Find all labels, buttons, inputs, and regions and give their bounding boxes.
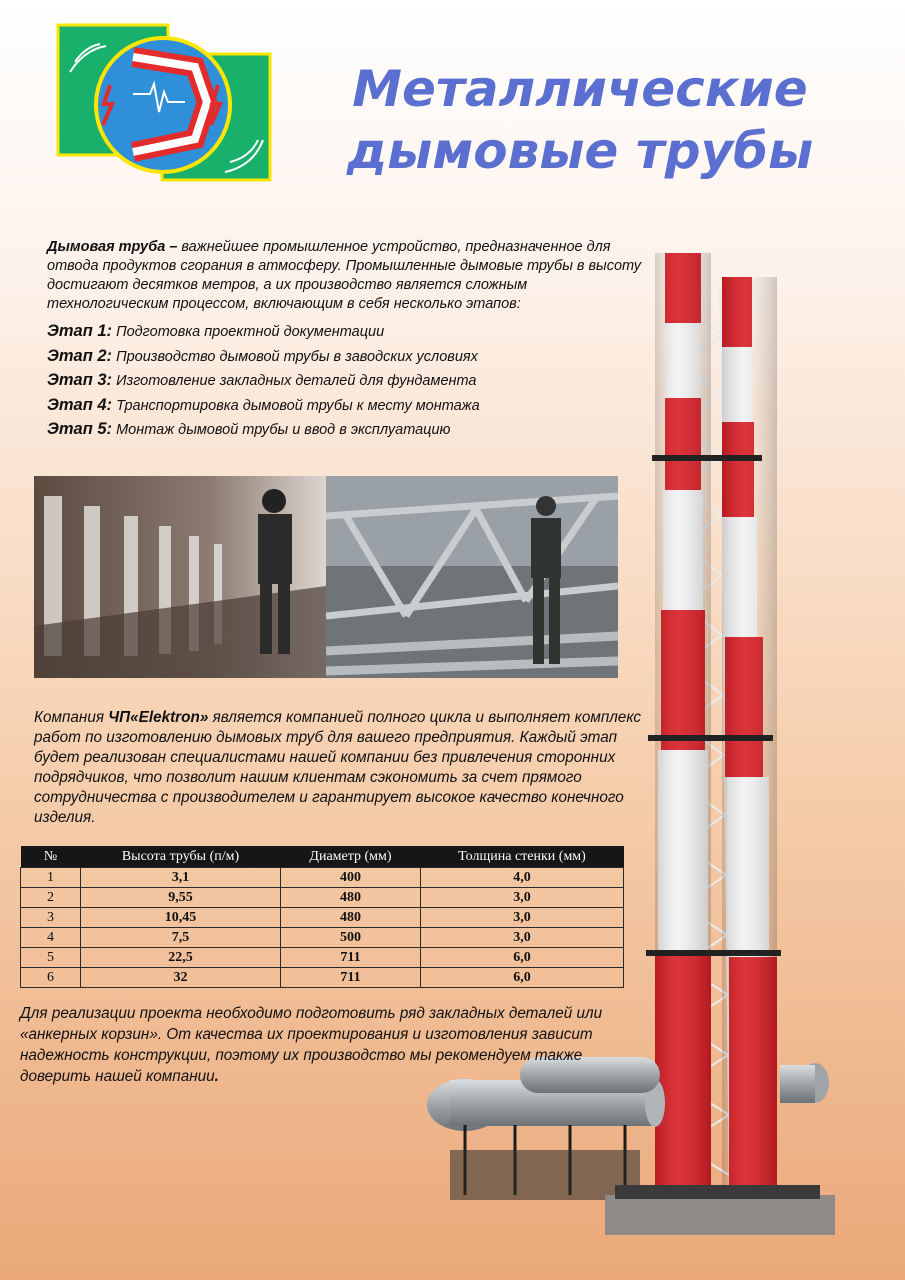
header-number: № bbox=[21, 846, 81, 868]
stage-label: Этап 1: bbox=[47, 322, 113, 340]
closing-end: . bbox=[214, 1068, 219, 1085]
closing-paragraph bbox=[20, 1003, 630, 1087]
company-text: является компанией полного цикла и выполняет комплекс работ по изготовлению дымовых труб для вашего предприятия. Каждый этап будет реализован специалистами нашей компании без привлечения сторонних подрядчиков, что позволит нашим клиентам сэкономить за счет прямого сотрудничества с производителем и гарантирует высокое качество конечного изделия. bbox=[34, 709, 642, 826]
cell-number: 6 bbox=[21, 968, 81, 988]
cell-diameter: 480 bbox=[281, 888, 421, 908]
cell-height: 9,55 bbox=[81, 888, 281, 908]
header-diameter: Диаметр (мм) bbox=[281, 846, 421, 868]
table-row bbox=[21, 888, 624, 908]
company-name: ЧП«Elektron» bbox=[108, 709, 209, 726]
stage-text: Монтаж дымовой трубы и ввод в эксплуатацию bbox=[116, 422, 451, 438]
cell-number: 2 bbox=[21, 888, 81, 908]
intro-text: важнейшее промышленное устройство, предназначенное для отвода продуктов сгорания в атмосферу. Промышленные дымовые трубы в высоту достигают десятков метров, а их производство является сложным технологическим процессом, включающим в себя несколько этапов: bbox=[47, 239, 642, 312]
stage-label: Этап 2: bbox=[47, 346, 113, 365]
cell-number: 4 bbox=[21, 928, 81, 948]
cell-wall: 6,0 bbox=[421, 968, 624, 988]
company-paragraph bbox=[34, 708, 644, 828]
cell-height: 10,45 bbox=[81, 908, 281, 928]
cell-height: 32 bbox=[81, 968, 281, 988]
company-logo bbox=[55, 22, 275, 187]
right-chimney bbox=[722, 277, 777, 1192]
stage-text: Подготовка проектной документации bbox=[116, 324, 385, 340]
cell-height: 7,5 bbox=[81, 928, 281, 948]
closing-text: Для реализации проекта необходимо подготовить ряд закладных деталей или «анкерных корзин». От качества их проектирования и изготовления зависит надежность конструкции, поэтому их производство мы рекомендуем также доверить нашей компании bbox=[20, 1005, 603, 1085]
page-title bbox=[300, 58, 860, 182]
title-line-1: Металлические bbox=[352, 60, 808, 118]
welder-in-pipe-photo bbox=[34, 476, 326, 678]
table-header-row bbox=[21, 846, 624, 868]
stage-text: Транспортировка дымовой трубы к месту монтажа bbox=[116, 397, 480, 414]
cell-number: 5 bbox=[21, 948, 81, 968]
table-row bbox=[21, 908, 624, 928]
cell-diameter: 711 bbox=[281, 948, 421, 968]
table-row bbox=[21, 928, 624, 948]
stage-label: Этап 5: bbox=[47, 420, 113, 438]
cell-wall: 6,0 bbox=[421, 948, 624, 968]
title-line-2: дымовые трубы bbox=[346, 122, 814, 180]
cell-number: 1 bbox=[21, 868, 81, 888]
cell-height: 22,5 bbox=[81, 948, 281, 968]
stage-label: Этап 3: bbox=[47, 371, 113, 389]
cell-number: 3 bbox=[21, 908, 81, 928]
cell-wall: 3,0 bbox=[421, 888, 624, 908]
company-pre: Компания bbox=[34, 709, 109, 726]
header-wall-thickness: Толщина стенки (мм) bbox=[421, 846, 624, 868]
intro-term: Дымовая труба – bbox=[47, 239, 178, 255]
cell-diameter: 400 bbox=[281, 868, 421, 888]
stage-text: Производство дымовой трубы в заводских условиях bbox=[116, 348, 478, 365]
spec-table bbox=[20, 846, 624, 988]
cell-wall: 3,0 bbox=[421, 908, 624, 928]
cell-height: 3,1 bbox=[81, 868, 281, 888]
cell-wall: 4,0 bbox=[421, 868, 624, 888]
table-row bbox=[21, 968, 624, 988]
stage-text: Изготовление закладных деталей для фундамента bbox=[116, 373, 477, 389]
cell-wall: 3,0 bbox=[421, 928, 624, 948]
stage-label: Этап 4: bbox=[47, 395, 113, 414]
left-chimney bbox=[655, 253, 711, 1190]
table-row bbox=[21, 868, 624, 888]
cell-diameter: 500 bbox=[281, 928, 421, 948]
header-height: Высота трубы (п/м) bbox=[81, 846, 281, 868]
cell-diameter: 480 bbox=[281, 908, 421, 928]
cell-diameter: 711 bbox=[281, 968, 421, 988]
table-row bbox=[21, 948, 624, 968]
